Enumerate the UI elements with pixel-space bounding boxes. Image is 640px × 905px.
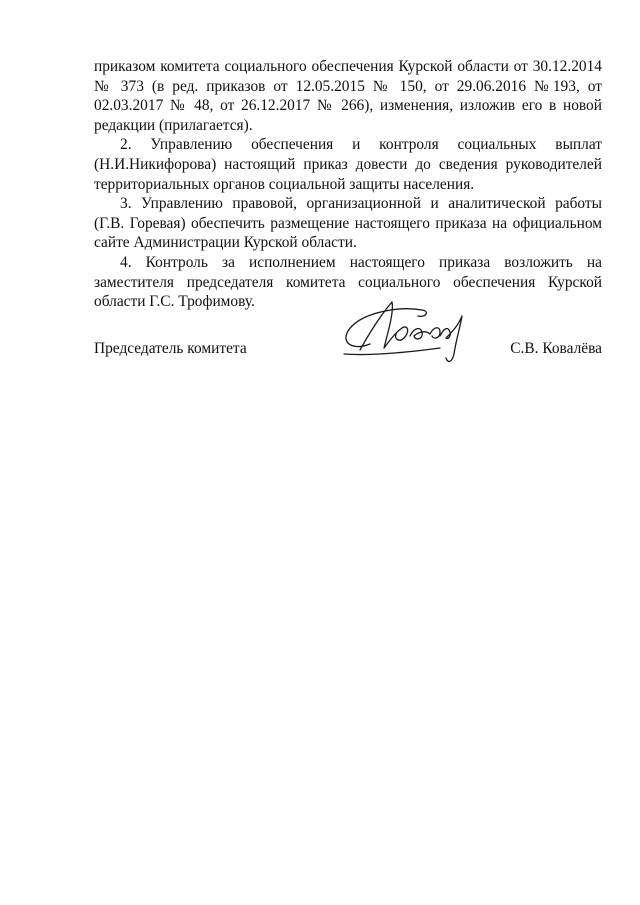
signatory-title: Председатель комитета bbox=[94, 340, 247, 357]
paragraph-line: (Н.И.Никифорова) настоящий приказ довести до сведения руководителей bbox=[94, 155, 602, 173]
paragraph-line: 4. Контроль за исполнением настоящего приказа возложить на bbox=[120, 253, 602, 271]
signatory-name: С.В. Ковалёва bbox=[510, 340, 602, 357]
paragraph-line: 02.03.2017 № 48, от 26.12.2017 № 266), изменения, изложив его в новой bbox=[94, 97, 602, 115]
paragraph-line: приказом комитета социального обеспечения Курской области от 30.12.2014 bbox=[94, 58, 602, 75]
signature-block bbox=[94, 340, 602, 364]
paragraph-line: области Г.С. Трофимову. bbox=[94, 293, 255, 311]
paragraph-1 bbox=[94, 57, 602, 135]
paragraph-line: 3. Управлению правовой, организационной и аналитической работы bbox=[120, 195, 602, 213]
paragraph-line: заместителя председателя комитета социального обеспечения Курской bbox=[94, 273, 602, 291]
paragraph-line: сайте Администрации Курской области. bbox=[94, 234, 357, 252]
paragraph-line: 2. Управлению обеспечения и контроля социальных выплат bbox=[120, 136, 602, 154]
document-body bbox=[94, 57, 602, 312]
paragraph-line: № 373 (в ред. приказов от 12.05.2015 № 150, от 29.06.2016 №193, от bbox=[94, 77, 602, 95]
paragraph-line: редакции (прилагается). bbox=[94, 116, 253, 134]
paragraph-line: (Г.В. Горевая) обеспечить размещение настоящего приказа на официальном bbox=[94, 214, 602, 232]
paragraph-2 bbox=[94, 135, 602, 194]
paragraph-line: территориальных органов социальной защиты населения. bbox=[94, 175, 475, 193]
paragraph-3 bbox=[94, 194, 602, 253]
